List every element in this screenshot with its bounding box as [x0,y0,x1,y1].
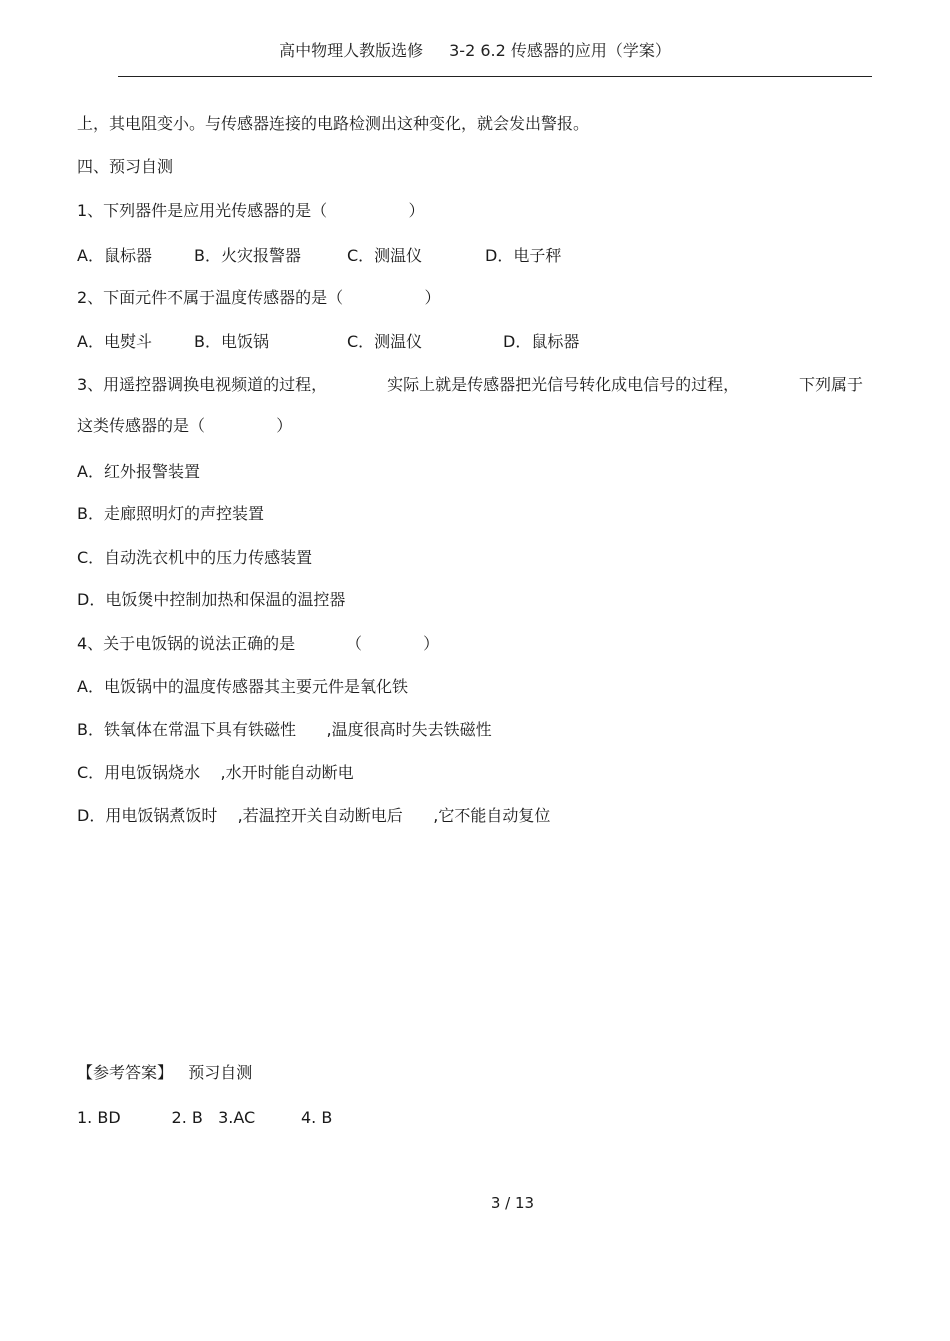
question-2-option-a: A．电熨斗 [77,332,152,351]
question-3-option-a: A．红外报警装置 [77,462,200,481]
question-2-option-d: D．鼠标器 [503,332,580,351]
page-header [0,38,950,61]
question-2-stem: 2、下面元件不属于温度传感器的是（ ） [77,288,441,307]
intro-line: 上，其电阻变小。与传感器连接的电路检测出这种变化，就会发出警报。 [77,114,590,133]
question-3-option-b: B．走廊照明灯的声控装置 [77,504,264,523]
page-number: 3 / 13 [490,1194,535,1212]
question-4-stem: 4、关于电饭锅的说法正确的是 （ ） [77,634,440,653]
header-title-left: 高中物理人教版选修 [279,41,424,60]
question-3-option-d: D．电饭煲中控制加热和保温的温控器 [77,590,346,609]
question-3-stem-line2: 这类传感器的是（ ） [77,416,293,435]
question-4-option-b: B．铁氧体在常温下具有铁磁性 ,温度很高时失去铁磁性 [77,720,492,739]
question-1-option-a: A．鼠标器 [77,246,152,265]
question-3-stem [77,375,863,395]
question-3-stem-part3: 下列属于 [798,375,863,394]
question-3-option-c: C．自动洗衣机中的压力传感装置 [77,548,313,567]
question-3-stem-part2: 实际上就是传感器把光信号转化成电信号的过程， [387,375,740,394]
header-divider [118,76,872,77]
question-3-stem-part1: 3、用遥控器调换电视频道的过程， [77,375,328,394]
question-2-option-b: B．电饭锅 [194,332,269,351]
header-title-right: 3-2 6.2 传感器的应用（学案） [449,41,671,60]
question-1-option-b: B．火灾报警器 [194,246,301,265]
question-2-option-c: C．测温仪 [347,332,423,351]
question-1-option-c: C．测温仪 [347,246,423,265]
question-4-option-a: A．电饭锅中的温度传感器其主要元件是氧化铁 [77,677,408,696]
question-1-stem: 1、下列器件是应用光传感器的是（ ） [77,201,425,220]
section-title: 四、预习自测 [77,157,174,176]
question-1-option-d: D．电子秤 [485,246,562,265]
answers-line: 1. BD 2. B 3.AC 4. B [77,1108,333,1127]
answers-heading: 【参考答案】 预习自测 [77,1063,253,1082]
question-4-option-c: C．用电饭锅烧水 ,水开时能自动断电 [77,763,354,782]
question-4-option-d: D．用电饭锅煮饭时 ,若温控开关自动断电后 ,它不能自动复位 [77,806,551,825]
